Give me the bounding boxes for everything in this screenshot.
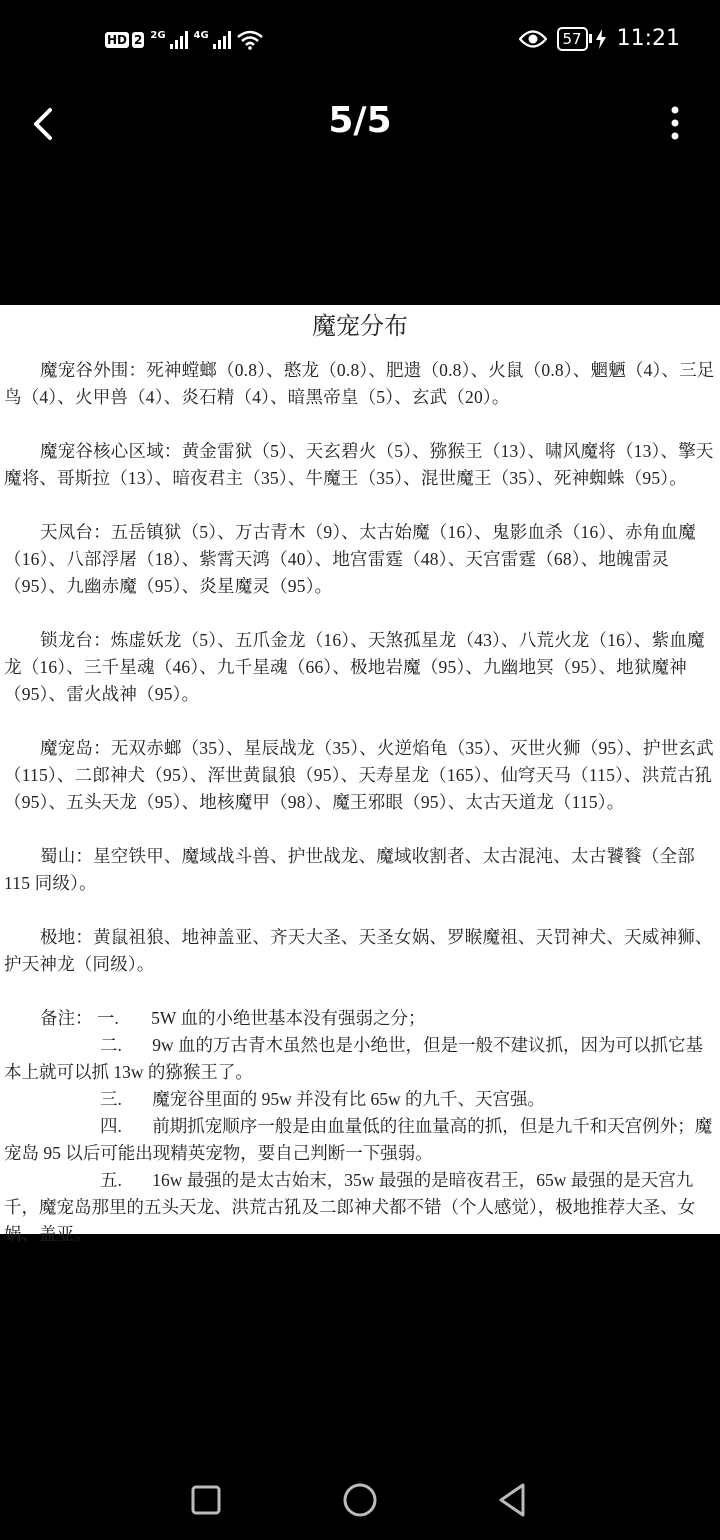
paragraph-shushan: 蜀山：星空铁甲、魔域战斗兽、护世战龙、魔域收割者、太古混沌、太古饕餮（全部 115 同级）。 xyxy=(4,846,695,893)
note-item xyxy=(4,1167,716,1248)
hd-badge: HD xyxy=(107,33,128,47)
paragraph-core-valley: 魔宠谷核心区域：黄金雷狱（5）、天玄碧火（5）、猕猴王（13）、啸风魔将（13）、擎天魔将、哥斯拉（13）、暗夜君主（35）、牛魔王（35）、混世魔王（35）、死神蜘蛛（95）。 xyxy=(4,441,714,488)
paragraph-outer-valley: 魔宠谷外围：死神螳螂（0.8）、憨龙（0.8）、肥遗（0.8）、火鼠（0.8）、魍魉（4）、三足鸟（4）、火甲兽（4）、炎石精（4）、暗黑帝皇（5）、玄武（20）。 xyxy=(4,360,715,407)
status-bar xyxy=(0,0,720,84)
document-body xyxy=(0,357,720,1248)
note-number: 五. xyxy=(100,1170,122,1190)
notes-label: 备注： xyxy=(40,1008,93,1028)
back-triangle-icon[interactable] xyxy=(493,1480,533,1520)
navigation-bar xyxy=(0,1460,720,1540)
note-text: 9w 血的万古青木虽然也是小绝世，但是一般不建议抓，因为可以抓它基本上就可以抓 13w 的猕猴王了。 xyxy=(4,1035,704,1082)
note-item xyxy=(4,1113,716,1167)
note-number: 二. xyxy=(100,1035,122,1055)
wifi-icon xyxy=(237,30,263,50)
battery-tip xyxy=(589,34,592,43)
note-text: 16w 最强的是太古始末，35w 最强的是暗夜君王，65w 最强的是天宫九千，魔宠岛那里的五头天龙、洪荒古犼及二郎神犬都不错（个人感觉），极地推荐大圣、女娲、盖亚。 xyxy=(4,1170,696,1244)
document-title: 魔宠分布 xyxy=(312,314,408,340)
signal-icon xyxy=(170,31,188,49)
note-number: 一. xyxy=(96,1008,119,1028)
note-text: 魔宠谷里面的 95w 并没有比 65w 的九千、天宫强。 xyxy=(152,1089,546,1109)
clock: 11:21 xyxy=(616,26,680,51)
more-options-icon[interactable] xyxy=(670,104,680,144)
eye-comfort-icon xyxy=(519,30,547,48)
paragraph-tianfeng-tai: 天凤台：五岳镇狱（5）、万古青木（9）、太古始魔（16）、鬼影血杀（16）、赤角血魔（16）、八部浮屠（18）、紫霄天鸿（40）、地宫雷霆（48）、天宫雷霆（68）、地魄雷灵（95）、九幽赤魔（95）、炎星魔灵（95）。 xyxy=(4,522,696,596)
note-item xyxy=(4,1086,716,1113)
note-number: 三. xyxy=(100,1089,122,1109)
battery-indicator: 57 xyxy=(557,27,588,51)
sim-badge: 2 xyxy=(134,33,143,47)
recent-apps-icon[interactable] xyxy=(186,1480,226,1520)
note-number: 四. xyxy=(100,1116,122,1136)
note-item xyxy=(4,1032,716,1086)
note-item xyxy=(4,1005,716,1032)
notes-section xyxy=(4,1005,716,1248)
signal-icon-2 xyxy=(213,31,231,49)
page-counter-title: 5/5 xyxy=(328,100,392,141)
home-icon[interactable] xyxy=(340,1480,380,1520)
note-text: 5W 血的小绝世基本没有强弱之分； xyxy=(151,1008,426,1028)
paragraph-pet-island: 魔宠岛：无双赤螂（35）、星辰战龙（35）、火逆焰龟（35）、灭世火狮（95）、护世玄武（115）、二郎神犬（95）、浑世黄鼠狼（95）、天寿星龙（165）、仙穹天马（115）、洪荒古犼（95）、五头天龙（95）、地核魔甲（98）、魔王邪眼（95）、太古天道龙（115）。 xyxy=(4,738,714,812)
status-left xyxy=(105,30,263,50)
paragraph-polar: 极地：黄鼠祖狼、地神盖亚、齐天大圣、天圣女娲、罗睺魔祖、天罚神犬、天威神狮、护天神龙（同级）。 xyxy=(4,927,713,974)
status-right xyxy=(519,26,681,51)
note-text: 前期抓宠顺序一般是由血量低的往血量高的抓，但是九千和天宫例外；魔宠岛 95 以后可能出现精英宠物，要自己判断一下强弱。 xyxy=(4,1116,713,1163)
charging-icon xyxy=(595,29,607,49)
app-bar xyxy=(0,84,720,164)
paragraph-suolong-tai: 锁龙台：炼虚妖龙（5）、五爪金龙（16）、天煞孤星龙（43）、八荒火龙（16）、紫血魔龙（16）、三千星魂（46）、九千星魂（66）、极地岩魔（95）、九幽地冥（95）、地狱魔神（95）、雷火战神（95）。 xyxy=(4,630,705,704)
network-type-1: 2G xyxy=(150,30,166,41)
network-type-2: 4G xyxy=(193,30,209,41)
document-image xyxy=(0,305,720,1244)
